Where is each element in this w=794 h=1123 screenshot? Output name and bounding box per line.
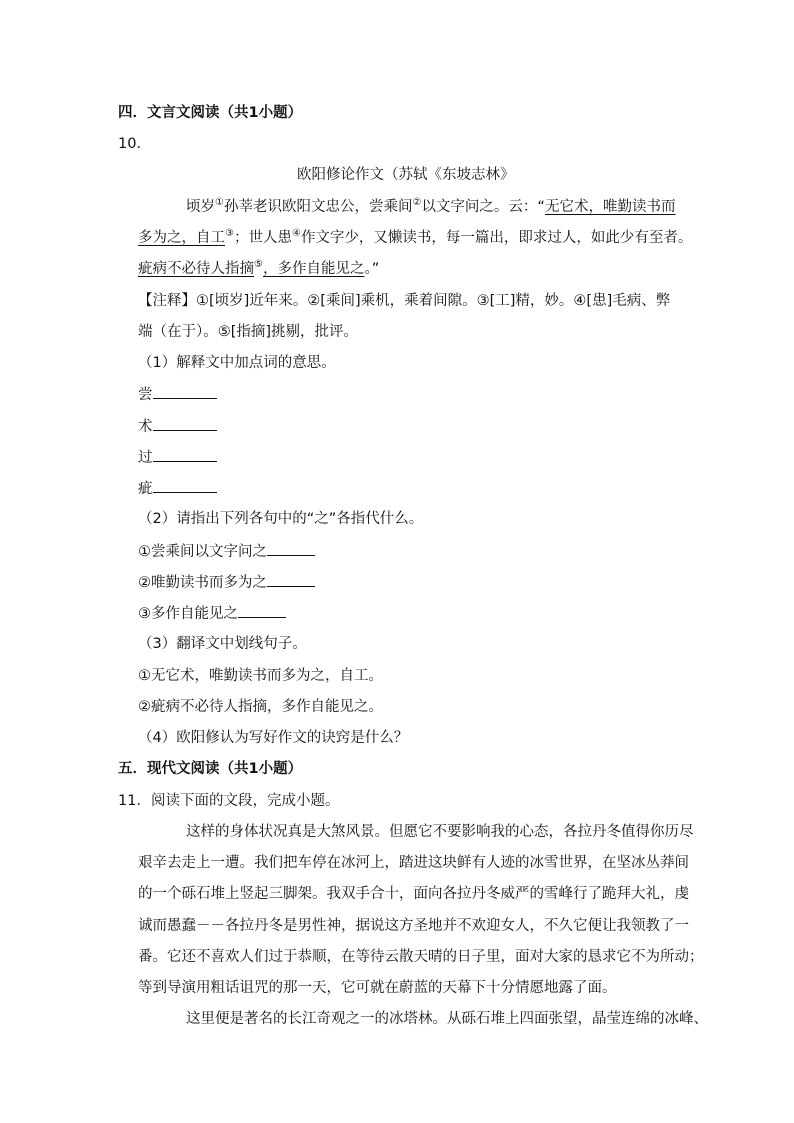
- word-item-1: 尝: [138, 384, 217, 405]
- modern-passage-line-6: 等到导演用粗话诅咒的那一天，它可就在蔚蓝的天幕下十分情愿地露了面。: [138, 980, 617, 996]
- zhi-item-3: ③多作自能见之: [138, 603, 286, 624]
- answer-blank[interactable]: [267, 541, 315, 556]
- passage-line-2: 多为之，自工③；世人患④作文字少，又懒读书，每一篇出，即求过人，如此少有至者。: [138, 228, 693, 246]
- subquestion-4: （4）欧阳修认为写好作文的诀窍是什么？: [138, 730, 409, 746]
- subquestion-3: （3）翻译文中划线句子。: [138, 636, 307, 652]
- underlined-sentence-1-cont: 多为之，自工: [138, 230, 225, 246]
- word-item-4: 疵: [138, 478, 217, 499]
- answer-blank[interactable]: [153, 384, 217, 399]
- answer-blank[interactable]: [153, 478, 217, 493]
- modern-passage-line-5: 番。它还不喜欢人们过于恭顺，在等待云散天晴的日子里，面对大家的恳求它不为所动；: [138, 949, 704, 965]
- underlined-sentence-2: 疵病不必待人指摘: [138, 261, 254, 277]
- underlined-sentence-1: 无它术，唯勤读书而: [544, 199, 676, 215]
- modern-passage-line-1: 这样的身体状况真是大煞风景。但愿它不要影响我的心态，各拉丹冬值得你历尽: [186, 824, 694, 840]
- translate-item-1: ①无它术，唯勤读书而多为之，自工。: [138, 668, 383, 684]
- answer-blank[interactable]: [153, 416, 217, 431]
- modern-passage-line-3: 的一个砾石堆上竖起三脚架。我双手合十，面向各拉丹冬威严的雪峰行了跪拜大礼，虔: [138, 886, 689, 902]
- word-item-3: 过: [138, 447, 217, 468]
- notes-line-1: 【注释】①[顷岁]近年来。②[乘间]乘机，乘着间隙。③[工]精，妙。④[患]毛病、弊: [138, 293, 671, 309]
- passage-line-1: 顷岁①孙莘老识欧阳文忠公，尝乘间②以文字问之。云：“无它术，唯勤读书而: [186, 197, 676, 215]
- section-heading-classical: 四．文言文阅读（共1小题）: [118, 105, 303, 121]
- section-heading-modern: 五．现代文阅读（共1小题）: [118, 761, 303, 777]
- zhi-item-2: ②唯勤读书而多为之: [138, 572, 315, 593]
- question-11-intro: 11．阅读下面的文段，完成小题。: [118, 793, 340, 809]
- subquestion-2: （2）请指出下列各句中的“之”各指代什么。: [138, 511, 424, 527]
- subquestion-1: （1）解释文中加点词的意思。: [138, 355, 336, 371]
- modern-passage-line-2: 艰辛去走上一遭。我们把车停在冰河上，踏进这块鲜有人迹的冰雪世界，在坚冰丛莽间: [138, 855, 689, 871]
- answer-blank[interactable]: [267, 572, 315, 587]
- underlined-sentence-2-cont: ，多作自能见之: [262, 261, 365, 277]
- answer-blank[interactable]: [153, 447, 217, 462]
- modern-passage-line-4: 诚而愚蠢－－各拉丹冬是男性神，据说这方圣地并不欢迎女人，不久它便让我领教了一: [138, 918, 689, 934]
- word-item-2: 术: [138, 416, 217, 437]
- modern-passage-line-7: 这里便是著名的长江奇观之一的冰塔林。从砾石堆上四面张望，晶莹连绵的冰峰、: [186, 1011, 708, 1027]
- passage-title: 欧阳修论作文（苏轼《东坡志林》: [297, 167, 515, 183]
- notes-line-2: 端（在于）。⑤[指摘]挑剔，批评。: [138, 324, 359, 340]
- passage-line-3: 疵病不必待人指摘⑤，多作自能见之。”: [138, 259, 380, 277]
- zhi-item-1: ①尝乘间以文字问之: [138, 541, 315, 562]
- answer-blank[interactable]: [238, 603, 286, 618]
- question-number-10: 10．: [118, 136, 151, 152]
- translate-item-2: ②疵病不必待人指摘，多作自能见之。: [138, 699, 383, 715]
